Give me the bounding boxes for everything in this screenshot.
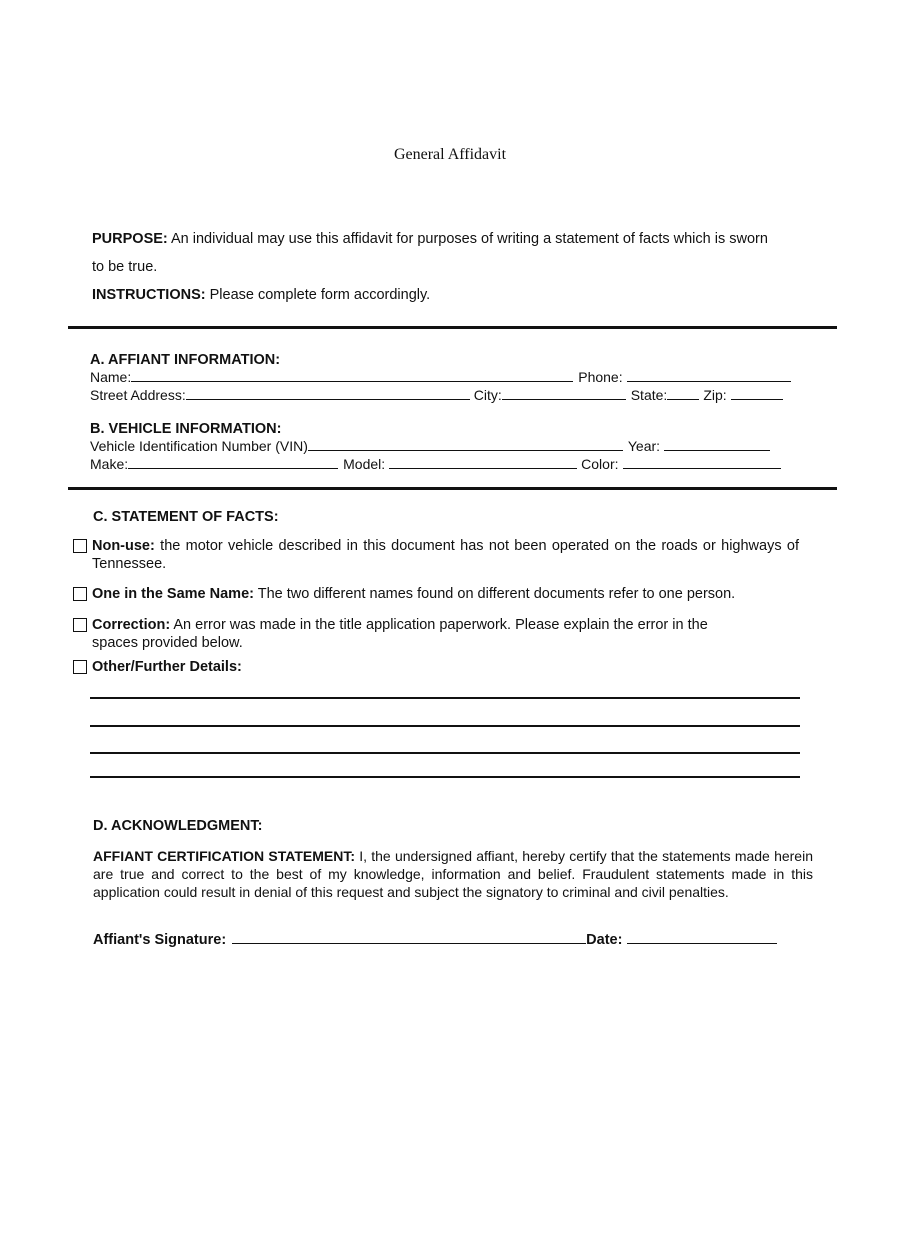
certification-label: AFFIANT CERTIFICATION STATEMENT: <box>93 848 355 864</box>
purpose-line-cont <box>92 259 822 275</box>
year-label: Year: <box>627 438 661 454</box>
correction-label: Correction: <box>92 617 171 633</box>
other-details-checkbox[interactable] <box>73 660 87 674</box>
same-name-label: One in the Same Name: <box>92 586 254 602</box>
same-name-option <box>73 585 803 603</box>
street-address-field[interactable] <box>186 386 470 400</box>
signature-field[interactable] <box>232 930 586 944</box>
city-field[interactable] <box>502 386 626 400</box>
other-details-option-text <box>92 658 803 676</box>
details-line-1[interactable] <box>90 697 800 699</box>
zip-label: Zip: <box>703 387 727 403</box>
section-c-title-text: C. STATEMENT OF FACTS: <box>93 509 279 525</box>
correction-option <box>73 616 803 652</box>
name-field[interactable] <box>131 368 573 382</box>
phone-label: Phone: <box>578 369 623 385</box>
vin-label: Vehicle Identification Number (VIN) <box>90 438 308 454</box>
certification-statement <box>93 847 813 901</box>
same-name-option-text <box>92 585 803 603</box>
same-name-description: The two different names found on different documents refer to one person. <box>257 586 736 602</box>
non-use-checkbox[interactable] <box>73 539 87 553</box>
date-field[interactable] <box>627 930 777 944</box>
name-phone-row <box>90 368 802 386</box>
state-label: State: <box>630 387 668 403</box>
model-field[interactable] <box>389 455 577 469</box>
purpose-label: PURPOSE: <box>92 231 168 247</box>
instructions-label: INSTRUCTIONS: <box>92 287 206 303</box>
instructions-line <box>92 287 822 303</box>
correction-checkbox[interactable] <box>73 618 87 632</box>
vin-year-row <box>90 437 802 455</box>
date-label: Date: <box>586 932 623 948</box>
city-label: City: <box>473 387 502 403</box>
color-field[interactable] <box>623 455 781 469</box>
state-field[interactable] <box>667 386 699 400</box>
section-divider-top <box>68 326 837 329</box>
section-c-title <box>93 509 823 525</box>
section-b-title: B. VEHICLE INFORMATION: <box>90 421 282 437</box>
address-row <box>90 386 802 404</box>
certification-text: I, the undersigned affiant, hereby certify that the statements made herein are true and correct to the best of my knowledge, information and belief. Fraudulent statements made in this application could result in denial of this request and subject the signatory to criminal and civil penalties. <box>93 848 813 900</box>
details-line-4[interactable] <box>90 776 800 778</box>
color-label: Color: <box>581 456 619 472</box>
name-label: Name: <box>90 369 132 385</box>
street-address-label: Street Address: <box>90 387 186 403</box>
purpose-text-cont: to be true. <box>92 259 158 275</box>
section-d-title-text: D. ACKNOWLEDGMENT: <box>93 818 263 834</box>
details-line-2[interactable] <box>90 725 800 727</box>
signature-row <box>93 930 777 948</box>
correction-option-text <box>92 616 757 652</box>
details-line-3[interactable] <box>90 752 800 754</box>
model-label: Model: <box>343 456 386 472</box>
instructions-text: Please complete form accordingly. <box>209 287 431 303</box>
purpose-text: An individual may use this affidavit for purposes of writing a statement of facts which is sworn <box>170 231 768 247</box>
non-use-description: the motor vehicle described in this document has not been operated on the roads or highways of Tennessee. <box>92 538 799 572</box>
section-a-title: A. AFFIANT INFORMATION: <box>90 352 281 368</box>
section-divider-middle <box>68 487 837 490</box>
zip-field[interactable] <box>731 386 783 400</box>
make-field[interactable] <box>128 455 338 469</box>
affiant-information-section <box>90 352 802 404</box>
non-use-option-text <box>92 537 799 573</box>
section-d-title <box>93 818 823 834</box>
purpose-line <box>92 231 822 247</box>
signature-label: Affiant's Signature: <box>93 932 227 948</box>
vehicle-information-section <box>90 421 802 473</box>
non-use-label: Non-use: <box>92 538 155 554</box>
non-use-option <box>73 537 803 573</box>
same-name-checkbox[interactable] <box>73 587 87 601</box>
document-title: General Affidavit <box>393 146 507 163</box>
other-details-label: Other/Further Details: <box>92 659 242 675</box>
vin-field[interactable] <box>308 437 623 451</box>
year-field[interactable] <box>664 437 770 451</box>
other-details-option <box>73 658 803 676</box>
make-model-color-row <box>90 455 802 473</box>
make-label: Make: <box>90 456 129 472</box>
correction-description: An error was made in the title application paperwork. Please explain the error in the spaces provided below. <box>92 617 708 651</box>
phone-field[interactable] <box>627 368 791 382</box>
